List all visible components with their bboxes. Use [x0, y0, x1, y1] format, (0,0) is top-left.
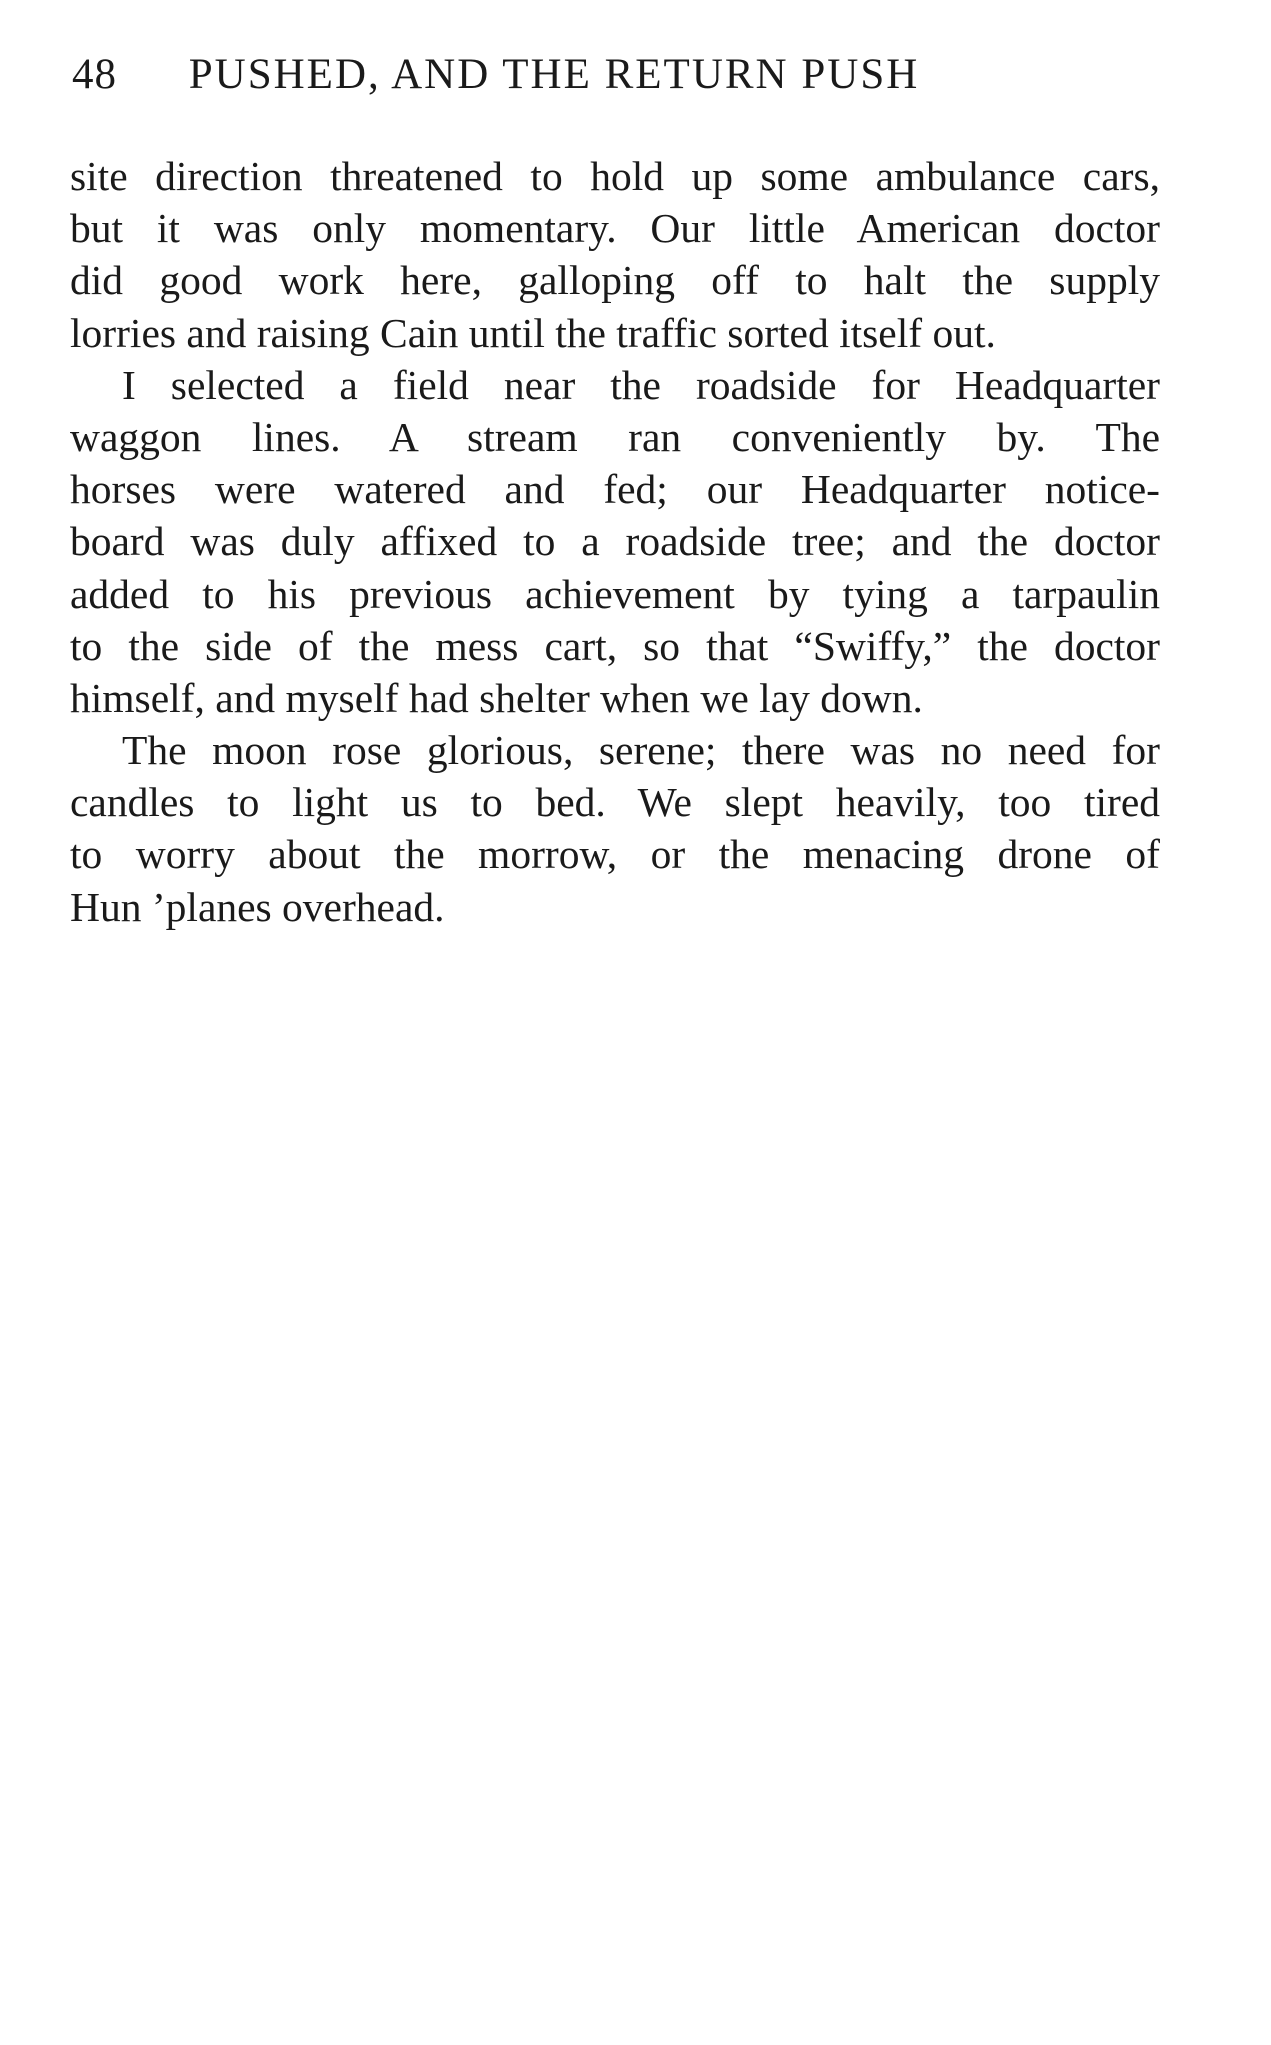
page-number: 48 — [72, 51, 117, 98]
text-line: I selected a field near the roadside for Headquarter — [122, 361, 1160, 408]
text-line: The moon rose glorious, serene; there was no need for — [122, 727, 1160, 774]
text-line: added to his previous achievement by tying a tarpaulin — [70, 570, 1160, 617]
text-line: board was duly affixed to a roadside tree; and the doctor — [70, 518, 1160, 565]
text-line: Hun ’planes overhead. — [70, 883, 445, 930]
text-line: lorries and raising Cain until the traffic sorted itself out. — [70, 309, 996, 356]
text-line: did good work here, galloping off to halt the supply — [70, 257, 1160, 304]
text-line: horses were watered and fed; our Headquarter notice- — [70, 466, 1160, 513]
text-line: to the side of the mess cart, so that “Swiffy,” the doctor — [70, 622, 1160, 669]
running-title: PUSHED, AND THE RETURN PUSH — [188, 51, 920, 98]
paragraph-1 — [70, 150, 1160, 359]
paragraph-2 — [70, 359, 1160, 724]
text-line: but it was only momentary. Our little American doctor — [70, 205, 1160, 252]
body-text — [70, 150, 1160, 933]
text-line: waggon lines. A stream ran conveniently by. The — [70, 413, 1160, 460]
text-line: candles to light us to bed. We slept heavily, too tired — [70, 779, 1160, 826]
paragraph-3 — [70, 724, 1160, 933]
text-line: site direction threatened to hold up some ambulance cars, — [70, 153, 1160, 199]
text-line: himself, and myself had shelter when we lay down. — [70, 674, 923, 721]
text-line: to worry about the morrow, or the menacing drone of — [70, 831, 1160, 878]
running-head — [72, 50, 1172, 110]
